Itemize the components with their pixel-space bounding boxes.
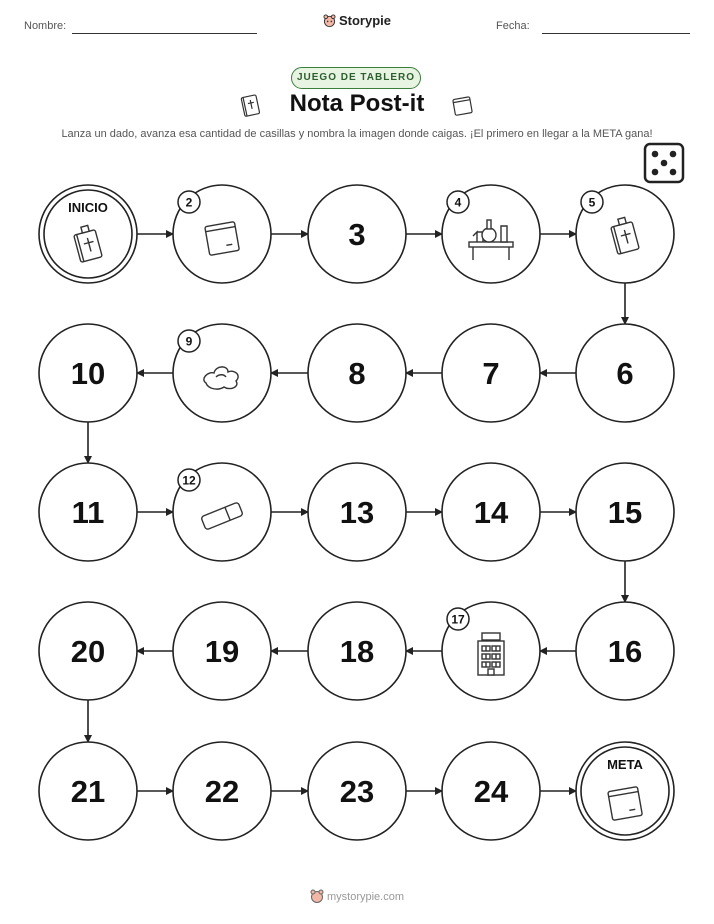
cell-number: 9 — [185, 334, 193, 349]
cell-number: 8 — [348, 356, 366, 391]
game-type-badge: JUEGO DE TABLERO — [291, 67, 421, 89]
page-title: Nota Post-it — [289, 90, 425, 117]
board-cell-17 — [442, 602, 540, 700]
board-cell-3 — [308, 185, 406, 283]
cell-number: 14 — [473, 495, 509, 530]
board-cell-21 — [39, 742, 137, 840]
board-cell-5 — [576, 185, 674, 283]
brand-name: Storypie — [338, 13, 391, 28]
cell-number: 20 — [70, 634, 106, 669]
board-cell-14 — [442, 463, 540, 561]
cell-number: 21 — [70, 774, 106, 809]
cell-number: 13 — [339, 495, 375, 530]
cell-number: 24 — [473, 774, 509, 809]
board-cell-8 — [308, 324, 406, 422]
name-label: Nombre: — [24, 20, 67, 32]
instructions: Lanza un dado, avanza esa cantidad de casillas y nombra la imagen donde caigas. ¡El primero en llegar a la META gana! — [61, 128, 653, 140]
board-cell-25 — [576, 742, 674, 840]
cell-number: 22 — [204, 774, 240, 809]
building-icon — [478, 633, 504, 675]
footer — [0, 889, 714, 903]
cell-number: 10 — [70, 356, 106, 391]
board-cell-24 — [442, 742, 540, 840]
cell-number: 2 — [185, 195, 193, 210]
board-cell-18 — [308, 602, 406, 700]
cell-number: 3 — [348, 217, 366, 252]
board-cell-7 — [442, 324, 540, 422]
board-cell-11 — [39, 463, 137, 561]
board-cell-19 — [173, 602, 271, 700]
storypie-logo-icon — [310, 889, 324, 903]
board-cell-1 — [39, 185, 137, 283]
cell-number: 5 — [588, 195, 596, 210]
finish-label: META — [607, 757, 643, 772]
date-label: Fecha: — [496, 20, 530, 32]
board-cell-23 — [308, 742, 406, 840]
board-cell-22 — [173, 742, 271, 840]
cell-number: 4 — [454, 195, 462, 210]
board-cell-13 — [308, 463, 406, 561]
cell-number: 12 — [182, 473, 196, 488]
board-cell-15 — [576, 463, 674, 561]
cell-number: 11 — [71, 495, 105, 530]
cell-number: 19 — [204, 634, 240, 669]
board-cell-20 — [39, 602, 137, 700]
cell-number: 6 — [616, 356, 634, 391]
cell-number: 23 — [339, 774, 375, 809]
board-cell-12 — [173, 463, 271, 561]
cell-number: 15 — [607, 495, 643, 530]
board-cell-6 — [576, 324, 674, 422]
board-cell-2 — [173, 185, 271, 283]
cell-number: 16 — [607, 634, 643, 669]
board-cell-4 — [442, 185, 540, 283]
board-cell-9 — [173, 324, 271, 422]
sticky-note-icon — [608, 787, 643, 821]
start-label: INICIO — [68, 200, 108, 215]
cell-number: 17 — [451, 612, 465, 627]
board-cell-10 — [39, 324, 137, 422]
cell-number: 7 — [482, 356, 500, 391]
board-cell-16 — [576, 602, 674, 700]
cell-number: 18 — [339, 634, 375, 669]
sticky-note-icon — [205, 222, 240, 256]
footer-site[interactable]: mystorypie.com — [326, 891, 405, 903]
